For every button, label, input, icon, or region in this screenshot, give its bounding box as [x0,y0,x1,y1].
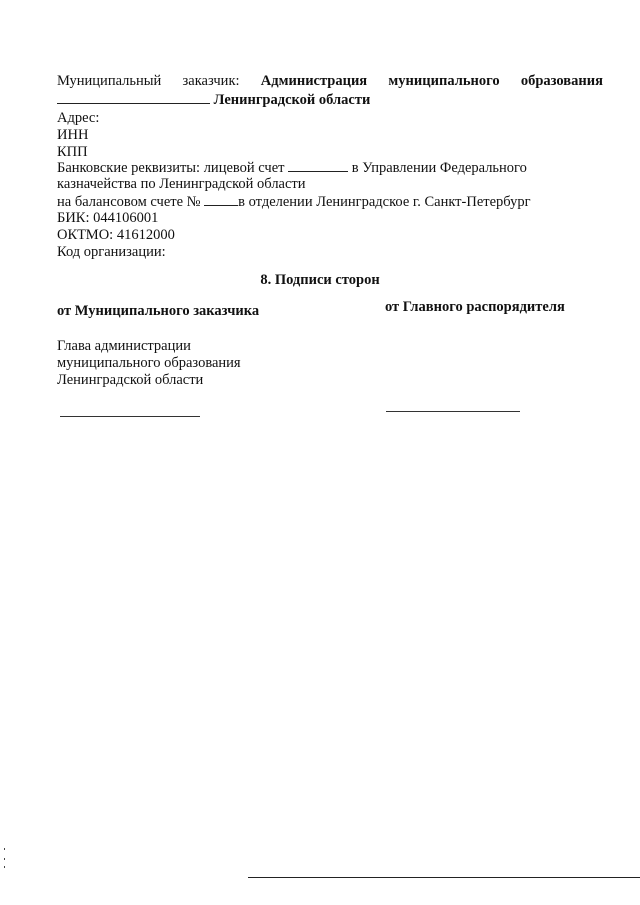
section-title: 8. Подписи сторон [260,272,380,288]
inn-line: ИНН [57,127,89,143]
bank-details-suffix: в Управлении Федерального [351,160,527,176]
customer-name-line-2 [57,91,370,109]
balance-blank [204,193,238,206]
right-signature-line [386,411,520,412]
customer-label: Муниципальный [57,73,162,89]
customer-line [57,73,603,90]
scan-artifact [4,848,5,850]
balance-account-line [57,193,531,211]
customer-name-word-3: образования [520,73,603,89]
treasury-line: казначейства по Ленинградской области [57,176,306,192]
bank-details-prefix: Банковские реквизиты: лицевой счет [57,160,285,176]
left-position-line-3: Ленинградской области [57,372,204,388]
scan-artifact [4,866,5,868]
left-signature-heading: от Муниципального заказчика [57,303,260,319]
municipality-blank [57,91,210,104]
customer-name-word-2: муниципального [388,73,500,89]
left-position-line-1: Глава администрации [57,338,191,354]
left-position-line-2: муниципального образования [57,355,241,371]
left-signature-line [60,416,200,417]
account-blank [288,159,348,172]
customer-region: Ленинградской области [213,92,371,108]
oktmo-line: ОКТМО: 41612000 [57,227,175,243]
balance-prefix: на балансовом счете № [57,194,201,210]
page-bottom-rule [248,877,640,878]
kpp-line: КПП [57,144,88,160]
customer-name-word-1: Администрация [260,73,368,89]
bik-line: БИК: 044106001 [57,210,159,226]
address-line: Адрес: [57,110,100,126]
scan-artifact [4,858,5,860]
bank-details-line [57,159,527,177]
org-code-line: Код организации: [57,244,166,260]
customer-label-2: заказчик: [182,73,240,89]
balance-suffix: в отделении Ленинградское г. Санкт-Петербург [238,194,531,210]
right-signature-heading: от Главного распорядителя [385,299,565,315]
